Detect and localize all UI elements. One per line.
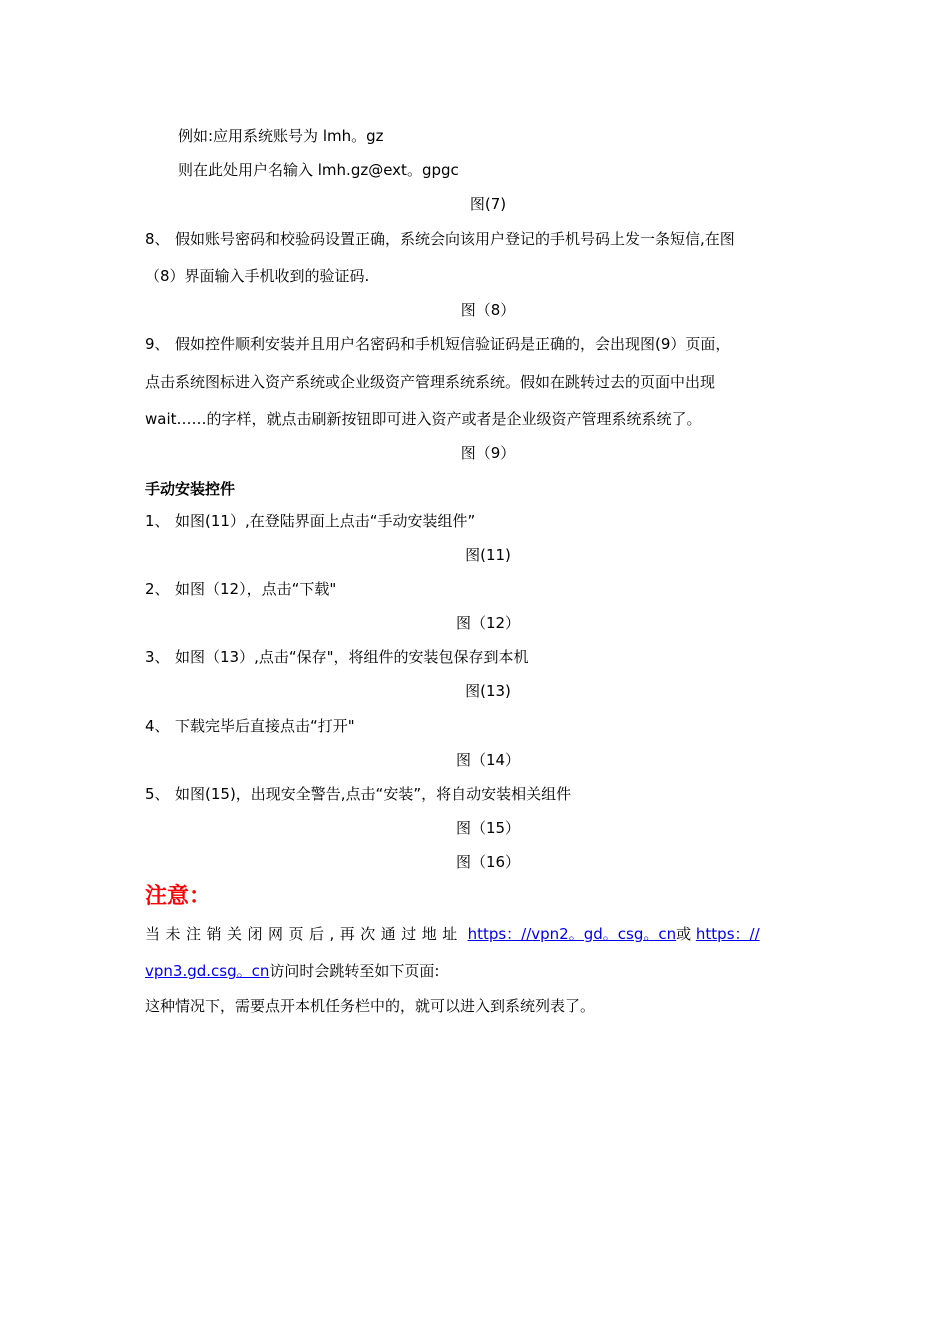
vpn3-link-part-1[interactable]: https：// [695, 925, 760, 943]
manual-step-4-text: 下载完毕后直接点击“打开" [175, 717, 355, 735]
vpn2-link[interactable]: https：//vpn2。gd。csg。cn [467, 925, 677, 943]
figure-caption-7: 图(7) [469, 195, 507, 213]
manual-step-5-number: 5、 [145, 785, 170, 803]
figure-caption-11: 图(11) [465, 546, 511, 564]
step-8-number: 8、 [145, 230, 170, 248]
manual-step-1 [145, 511, 475, 531]
step-8-line-2: （8）界面输入手机收到的验证码. [145, 267, 370, 285]
note-line-1 [145, 924, 760, 944]
vpn3-link-part-2[interactable]: vpn3.gd.csg。cn [145, 962, 270, 980]
figure-caption-9: 图（9） [460, 444, 516, 462]
manual-step-3-text: 如图（13）,点击“保存"，将组件的安装包保存到本机 [175, 648, 529, 666]
note-line-2-text: 访问时会跳转至如下页面: [269, 962, 440, 980]
note-line-2 [145, 961, 439, 981]
manual-step-2 [145, 579, 336, 599]
manual-step-4 [145, 716, 355, 736]
figure-caption-12: 图（12） [455, 614, 521, 632]
manual-step-5-text: 如图(15)，出现安全警告,点击“安装”，将自动安装相关组件 [175, 785, 572, 803]
figure-caption-15: 图（15） [455, 819, 521, 837]
manual-step-5 [145, 784, 571, 804]
step-9-number: 9、 [145, 335, 170, 353]
manual-step-2-number: 2、 [145, 580, 170, 598]
step-9-line-3: wait……的字样，就点击刷新按钮即可进入资产或者是企业级资产管理系统系统了。 [145, 410, 702, 428]
note-line-1-text: 当未注销关闭网页后,再次通过地址 [145, 925, 463, 943]
manual-step-1-number: 1、 [145, 512, 170, 530]
manual-step-2-text: 如图（12），点击“下载" [175, 580, 337, 598]
step-9-text: 假如控件顺利安装并且用户名密码和手机短信验证码是正确的，会出现图(9）页面， [175, 335, 731, 353]
manual-step-3-number: 3、 [145, 648, 170, 666]
manual-install-heading: 手动安装控件 [145, 480, 236, 498]
step-8-text: 假如账号密码和校验码设置正确，系统会向该用户登记的手机号码上发一条短信,在图 [175, 230, 735, 248]
manual-step-4-number: 4、 [145, 717, 170, 735]
manual-step-3 [145, 647, 529, 667]
figure-caption-13: 图(13) [465, 682, 511, 700]
figure-caption-8: 图（8） [460, 301, 516, 319]
figure-caption-16: 图（16） [455, 853, 521, 871]
example-account-line: 例如:应用系统账号为 lmh。gz [178, 127, 384, 145]
note-heading: 注意： [145, 884, 212, 909]
step-9-line-2: 点击系统图标进入资产系统或企业级资产管理系统系统。假如在跳转过去的页面中出现 [145, 373, 716, 391]
example-username-line: 则在此处用户名输入 lmh.gz@ext。gpgc [178, 161, 459, 179]
manual-step-1-text: 如图(11）,在登陆界面上点击“手动安装组件” [175, 512, 476, 530]
note-line-3: 这种情况下，需要点开本机任务栏中的，就可以进入到系统列表了。 [145, 997, 596, 1015]
figure-caption-14: 图（14） [455, 751, 521, 769]
note-or-text: 或 [676, 925, 692, 943]
step-8-line-1 [145, 229, 735, 249]
step-9-line-1 [145, 334, 730, 354]
